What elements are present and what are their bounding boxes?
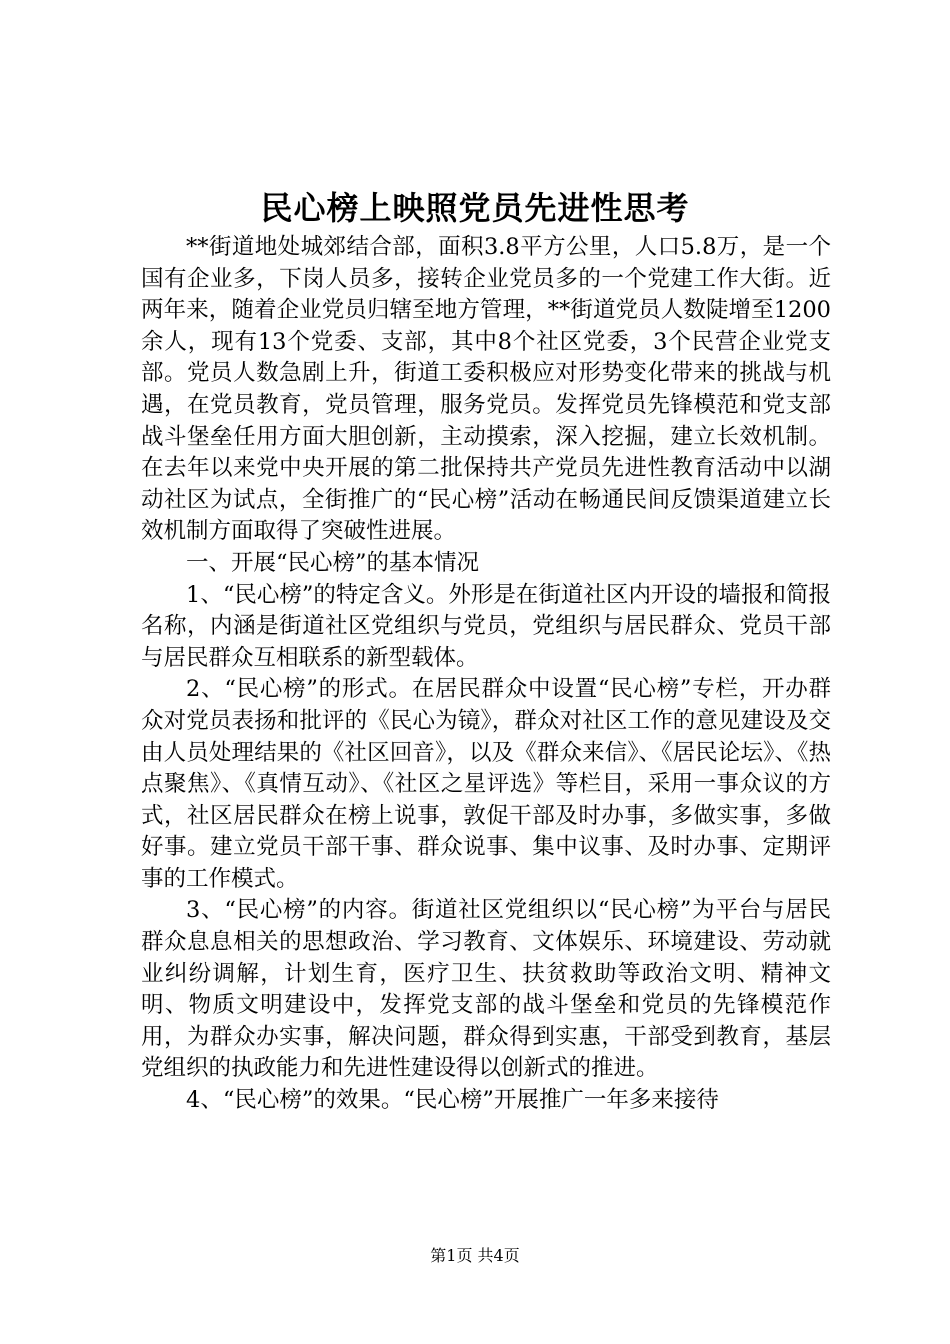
paragraph-item-2: 2、“民心榜”的形式。在居民群众中设置“民心榜”专栏，开办群众对党员表扬和批评的《民心为镜》，群众对社区工作的意见建设及交由人员处理结果的《社区回音》，以及《群众来信》、《居民论坛》、《热点聚焦》、《真情互动》、《社区之星评选》等栏目，采用一事众议的方式，社区居民群众在榜上说事，敦促干部及时办事，多做实事，多做好事。建立党员干部干事、群众说事、集中议事、及时办事、定期评事的工作模式。 [141,676,831,892]
paragraph-item-4: 4、“民心榜”的效果。“民心榜”开展推广一年多来接待 [186,1087,719,1114]
paragraph-intro: **街道地处城郊结合部，面积3.8平方公里，人口5.8万，是一个国有企业多，下岗人员多，接转企业党员多的一个党建工作大街。近两年来，随着企业党员归辖至地方管理，**街道党员人数陡增至1200余人，现有13个党委、支部，其中8个社区党委，3个民营企业党支部。党员人数急剧上升，街道工委积极应对形势变化带来的挑战与机遇，在党员教育，党员管理，服务党员。发挥党员先锋模范和党支部战斗堡垒任用方面大胆创新，主动摸索，深入挖掘，建立长效机制。在去年以来党中央开展的第二批保持共产党员先进性教育活动中以湖动社区为试点，全街推广的“民心榜”活动在畅通民间反馈渠道建立长效机制方面取得了突破性进展。 [141,234,831,545]
document-title: 民心榜上映照党员先进性思考 [260,189,690,227]
document-body [141,232,831,1117]
paragraph-item-3: 3、“民心榜”的内容。街道社区党组织以“民心榜”为平台与居民群众息息相关的思想政治、学习教育、文体娱乐、环境建设、劳动就业纠纷调解，计划生育，医疗卫生、扶贫救助等政治文明、精神文明、物质文明建设中，发挥党支部的战斗堡垒和党员的先锋模范作用，为群众办实事，解决问题，群众得到实惠，干部受到教育，基层党组织的执政能力和先进性建设得以创新式的推进。 [141,897,831,1082]
section-heading-1: 一、开展“民心榜”的基本情况 [186,549,480,576]
page-number-footer: 第1页 共4页 [430,1246,520,1265]
paragraph-item-1: 1、“民心榜”的特定含义。外形是在街道社区内开设的墙报和简报名称，内涵是街道社区党组织与党员，党组织与居民群众、党员干部与居民群众互相联系的新型载体。 [141,581,831,671]
